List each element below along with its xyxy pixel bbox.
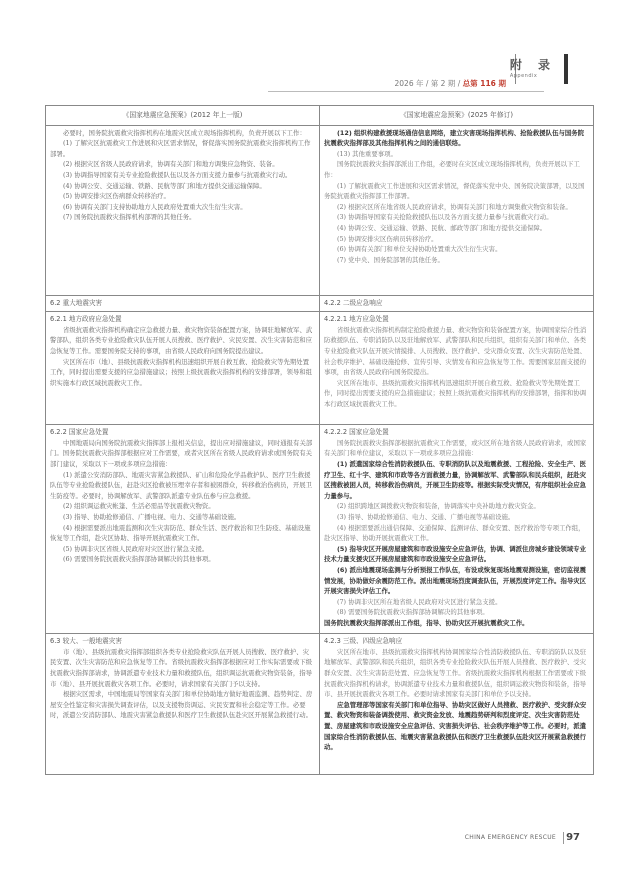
subsection-heading: 6.3 较大、一般地震灾害: [50, 637, 122, 646]
paragraph: 国务院抗震救灾指挥部根据抗震救灾工作需要，或灾区所在地省级人民政府请求，或国家有关部门和单位建议，采取以下一项或多项应急措施：: [324, 438, 587, 458]
paragraph: (5) 指导灾区开展房屋建筑和市政设施安全应急评估，协调、调派住房城乡建设领域专业技术力量支援灾区开展房屋建筑和市政设施安全应急评估。: [324, 544, 586, 564]
paragraph: 灾区所在地市、县级抗震救灾指挥机构迅速组织开展自救互救、抢险救灾等先期处置工作，同时提出需要支援的应急措施建议；按照上级抗震救灾指挥机构的安排部署，指挥和协调本行政区域抗震救灾工作。: [324, 378, 587, 408]
paragraph: (1) 了解抗震救灾工作进展和灾区需求情况，督促落实党中央、国务院决策部署，以及国务院抗震救灾指挥部工作部署。: [324, 181, 585, 201]
subsection-heading: 6.2.1 地方政府应急处置: [50, 315, 122, 324]
paragraph: 国务院抗震救灾指挥部派出工作组，指导、协助灾区开展抗震救灾工作。: [324, 618, 529, 627]
cell-2025: [320, 126, 593, 295]
page-number: 97: [566, 832, 580, 843]
paragraph: (1) 派遣公安消防部队、地震灾害紧急救援队、矿山和危险化学品救护队、医疗卫生救援队伍等专业抢险救援队伍，赶赴灾区抢救被压埋幸存者和被困群众，转移救治伤病员，开展卫生防疫等。必要时，协调解放军、武警部队派遣专业队伍参与应急救援。: [50, 470, 313, 500]
paragraph: (13) 其他重要事项。: [337, 149, 397, 158]
paragraph: 国务院抗震救灾指挥部派出工作组，必要时在灾区成立现场指挥机构，负责开展以下工作：: [324, 160, 580, 179]
section-title-cn: 附 录: [509, 58, 556, 72]
section-heading-4-2-2: 4.2.2 二级应急响应: [324, 298, 383, 307]
paragraph: (7) 党中央、国务院部署的其他任务。: [337, 255, 444, 264]
page-footer: [0, 832, 640, 852]
paragraph: (5) 协调安排灾区伤病群众转移治疗。: [63, 192, 170, 201]
paragraph: (12) 组织构建救援现场通信信息网络，建立灾害现场指挥机构、抢险救援队伍与国务院抗震救灾指挥部及其他指挥机构之间的通信联络。: [324, 128, 585, 148]
table-row: [46, 126, 593, 296]
header-accent-bar: [564, 54, 568, 84]
paragraph: (4) 协调公安、交通运输、铁路、民航等部门和地方提供交通运输保障。: [63, 181, 266, 190]
paragraph: (6) 协调有关部门支持协助地方人民政府处置重大次生衍生灾害。: [63, 202, 247, 211]
cell-2012: [46, 312, 320, 424]
paragraph: 省级抗震救灾指挥机构确定应急救援力量、救灾物资装备配置方案，协调驻地解放军、武警部队，组织各类专业抢险救灾队伍开展人员搜救、医疗救护、灾民安置、次生灾害防范和应急恢复等工作。需要国务院支持的事项，由省级人民政府向国务院提出建议。: [50, 325, 313, 355]
paragraph: (6) 派出地震现场监测与分析预报工作队伍，布设或恢复现场地震观测设施，密切监视震情发展，协助做好余震防范工作。派出地震现场烈度调查队伍，开展烈度评定工作。指导灾区开展灾害损失评估工作。: [324, 565, 587, 596]
paragraph: (4) 根据需要派出通信保障、交通保障、监测评估、群众安置、医疗救治等专项工作组，赴灾区指导、协助开展抗震救灾工作。: [324, 523, 585, 543]
comparison-table: [45, 105, 594, 775]
cell-2025: [320, 312, 593, 424]
paragraph: (3) 指导、协助抢修通信、电力、交通、广播电视等基础设施。: [337, 512, 515, 521]
issue-number: 2026 年 / 第 2 期 /: [394, 79, 463, 88]
table-row: [46, 425, 593, 634]
magazine-name: CHINA EMERGENCY RESCUE: [464, 834, 556, 841]
section-heading-6-2: 6.2 重大地震灾害: [46, 296, 320, 312]
issue-info: [395, 78, 507, 89]
section-title-en: Appendix: [509, 73, 538, 79]
subsection-heading: 4.2.2.1 地方应急处置: [324, 315, 389, 324]
paragraph: (7) 协调非灾区所在地省级人民政府对灾区进行紧急支援。: [337, 597, 502, 606]
cell-2025: [320, 634, 593, 774]
paragraph: (3) 指导、协助抢修通信、广播电视、电力、交通等基础设施。: [63, 512, 241, 521]
cell-2012: [46, 634, 320, 774]
cell-2012: [46, 126, 320, 295]
paragraph: 省级抗震救灾指挥机构制定抢险救援力量、救灾物资和装备配置方案，协调国家综合性消防救援队伍、专职消防队以及驻地解放军、武警部队和民兵组织，组织有关部门和单位、各类专业抢险救灾队伍开展灾情摸排、人员搜救、医疗救护、受灾群众安置、次生灾害防范处置、社会秩序维护、基础设施抢修、宣传引导、灾情发布和应急恢复等工作。需要国家层面支援的事项，由省级人民政府向国务院提出。: [324, 325, 587, 377]
subsection-heading: 4.2.3 三级、四级应急响应: [324, 637, 403, 646]
paragraph: (2) 根据灾区所在地省级人民政府请求，协调有关部门和地方调集救灾物资和装备。: [337, 202, 572, 211]
page-header: [386, 54, 586, 94]
issue-total: 总第 116 期: [462, 79, 506, 88]
paragraph: (7) 国务院抗震救灾指挥机构部署的其他任务。: [63, 213, 196, 222]
paragraph: 灾区所在市（地）、县级抗震救灾指挥机构迅速组织开展自救互救、抢险救灾等先期处置工作，同时提出需要支援的应急措施建议；按照上级抗震救灾指挥机构的安排部署，领导和组织实施本行政区域抗震救灾工作。: [50, 357, 313, 387]
paragraph: (1) 了解灾区抗震救灾工作进展和灾区需求情况，督促落实国务院抗震救灾指挥机构工作部署。: [50, 139, 311, 158]
paragraph: (5) 协调非灾区省级人民政府对灾区进行紧急支援。: [63, 544, 209, 553]
paragraph: (3) 协调指导国家有关抢险救援队伍以及各方面支援力量参与抗震救灾行动。: [337, 213, 553, 222]
paragraph: (8) 需要国务院抗震救灾指挥部协调解决的其他事项。: [337, 608, 489, 617]
paragraph: (2) 组织调运救灾帐篷、生活必需品等抗震救灾物资。: [63, 502, 215, 511]
table-row: [46, 312, 593, 425]
paragraph: (2) 组织跨地区调拨救灾物资和装备，协调落实中央补助地方救灾资金。: [337, 502, 540, 511]
paragraph: (6) 协调有关部门和单位支持协助处置重大次生衍生灾害。: [337, 245, 502, 254]
header-rule: [268, 91, 544, 92]
paragraph: 中国地震局向国务院抗震救灾指挥部上报相关信息，提出应对措施建议，同时通报有关部门。国务院抗震救灾指挥部根据应对工作需要，或者灾区所在省级人民政府请求或国务院有关部门建议，采取以下一项或多项应急措施：: [50, 438, 313, 468]
cell-2025: [320, 425, 593, 633]
paragraph: 必要时，国务院抗震救灾指挥机构在地震灾区成立现场指挥机构，负责开展以下工作：: [63, 128, 306, 137]
paragraph: 应急管理部等国家有关部门和单位指导、协助灾区做好人员搜救、医疗救护、受灾群众安置、救灾物资和装备调拨使用、救灾资金发放、地震趋势研判和烈度评定、次生灾害防范处置、房屋建筑和市政设施安全应急评估、灾害损失评估、社会秩序维护等工作。必要时，派遣国家综合性消防救援队伍、地震灾害紧急救援队伍和医疗卫生救援队伍赴灾区开展紧急救援行动。: [324, 700, 587, 752]
column-header-2025: 《国家地震应急预案》(2025 年修订): [399, 111, 514, 119]
paragraph: 根据灾区需求，中国地震局等国家有关部门和单位协助地方做好地震监测、趋势判定、房屋安全性鉴定和灾害损失调查评估，以及支援物资调运、灾民安置和社会稳定等工作。必要时，派遣公安消防部队、地震灾害紧急救援队和医疗卫生救援队伍赴灾区开展紧急救援行动。: [50, 690, 313, 720]
cell-2012: [46, 425, 320, 633]
table-header-row: [46, 106, 593, 126]
paragraph: (3) 协调指导国家有关专业抢险救援队伍以及各方面支援力量参与抗震救灾行动。: [63, 170, 292, 179]
paragraph: (2) 根据灾区省级人民政府请求，协调有关部门和地方调集应急物资、装备。: [63, 160, 279, 169]
paragraph: (4) 协调公安、交通运输、铁路、民航、邮政等部门和地方提供交通保障。: [337, 223, 547, 232]
subsection-heading: 6.2.2 国家应急处置: [50, 428, 109, 437]
subsection-heading: 4.2.2.2 国家应急处置: [324, 428, 389, 437]
footer-divider: [563, 832, 564, 844]
paragraph: (4) 根据需要派出地震监测和次生灾害防范、群众生活、医疗救治和卫生防疫、基础设施恢复等工作组，赴灾区协助、指导开展抗震救灾工作。: [50, 523, 311, 543]
column-header-2012: 《国家地震应急预案》(2012 年上一版): [46, 106, 320, 125]
table-row: [46, 296, 593, 313]
table-row: [46, 634, 593, 774]
paragraph: (5) 协调安排灾区伤病员转移治疗。: [337, 234, 438, 243]
paragraph: 市（地）、县级抗震救灾指挥部组织各类专业抢险救灾队伍开展人员搜救、医疗救护、灾民安置、次生灾害防范和应急恢复等工作。省级抗震救灾指挥部根据应对工作实际需要或下级抗震救灾指挥部请求，协调派遣专业技术力量和救援队伍，组织调运抗震救灾物资装备，指导市（地）、县开展抗震救灾各项工作。必要时，请求国家有关部门予以支持。: [50, 647, 313, 688]
paragraph: (1) 派遣国家综合性消防救援队伍、专职消防队以及地震救援、工程抢险、安全生产、医疗卫生、红十字、建筑和市政等各方面救援力量，协调解放军、武警部队和民兵组织，赶赴灾区搜救被困人员，转移救治伤病员，开展卫生防疫等。根据实际受灾情况，有序组织社会应急力量参与。: [324, 459, 587, 500]
paragraph: 灾区所在地市、县级抗震救灾指挥机构协调国家综合性消防救援队伍、专职消防队以及驻地解放军、武警部队和民兵组织，组织各类专业抢险救灾队伍开展人员搜救、医疗救护、受灾群众安置、次生灾害防范处置、应急恢复等工作。省级抗震救灾指挥机构根据工作需要或下级抗震救灾指挥机构请求，协调派遣专业技术力量和救援队伍，组织调运救灾物资和装备，指导市、县开展抗震救灾各项工作。必要时请求国家有关部门和单位予以支持。: [324, 647, 587, 699]
paragraph: (6) 需要国务院抗震救灾指挥部协调解决的其他事项。: [63, 555, 215, 564]
section-label: [510, 56, 556, 79]
